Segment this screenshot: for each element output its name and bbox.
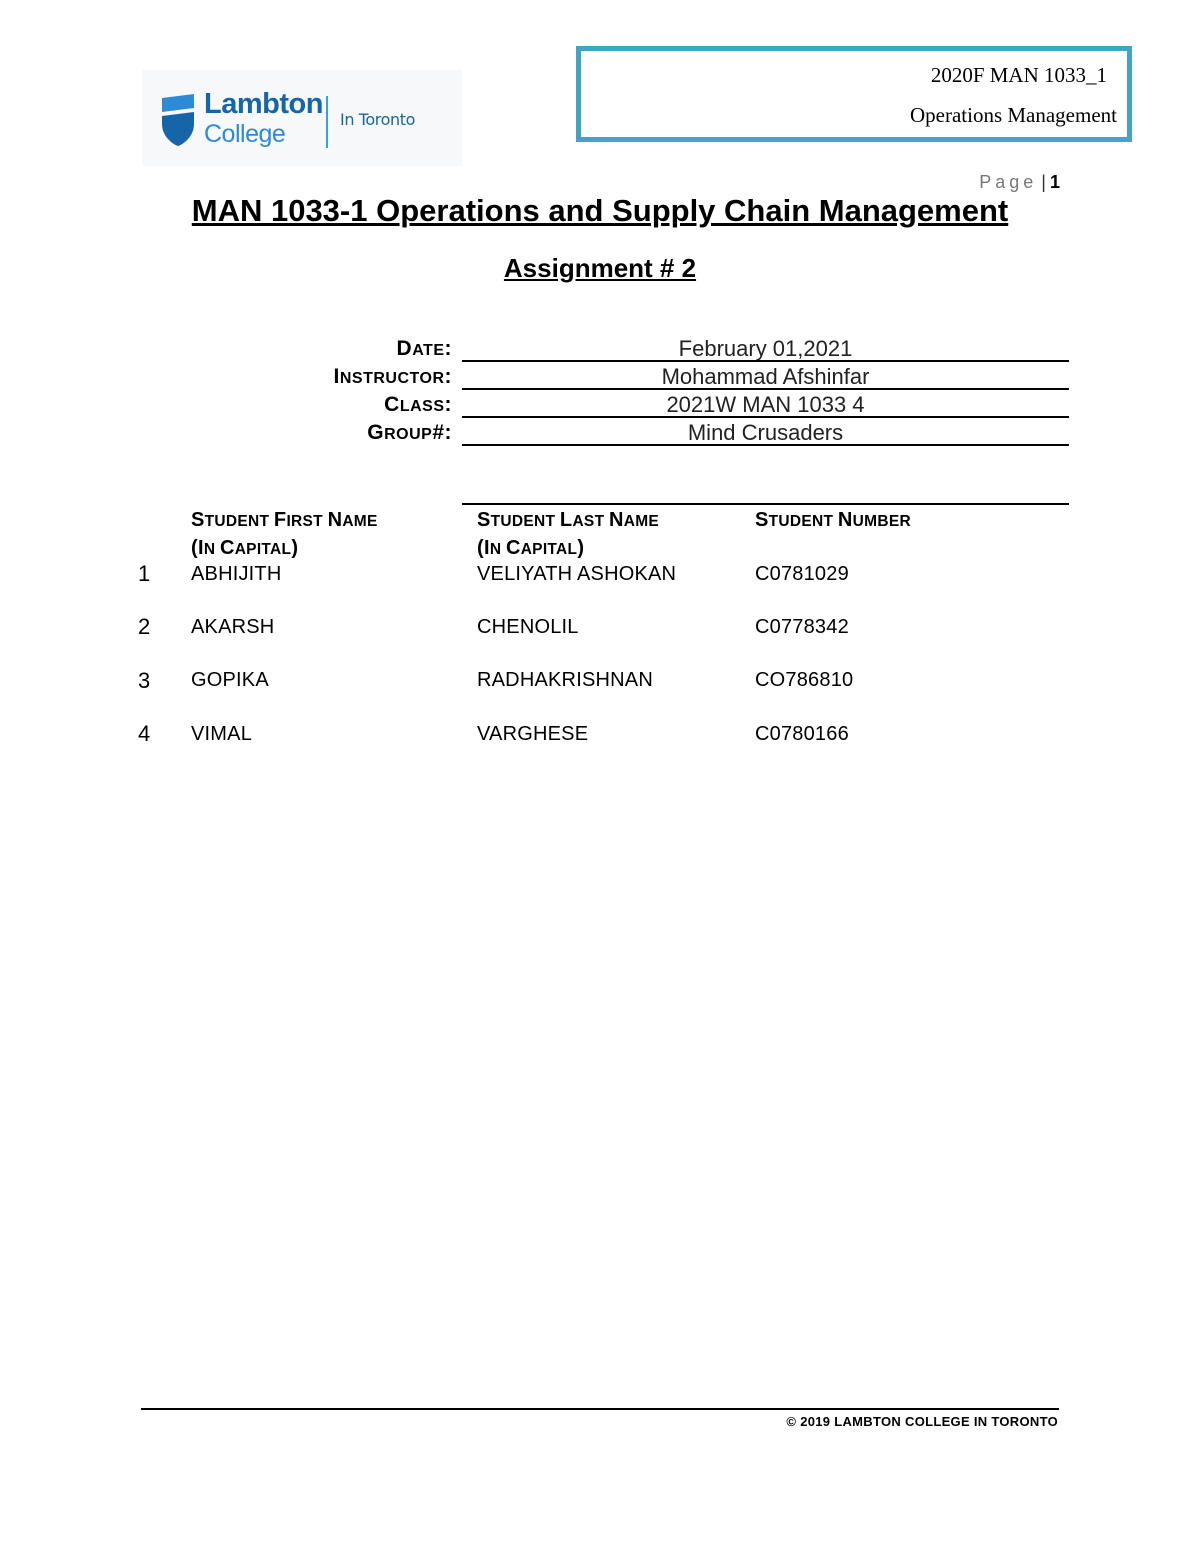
logo-divider xyxy=(326,96,328,148)
table-top-border xyxy=(462,503,1069,505)
course-header-box xyxy=(576,46,1132,142)
group-value: Mind Crusaders xyxy=(687,420,844,445)
first-name-cell: VIMAL xyxy=(191,723,253,745)
student-number-cell: C0778342 xyxy=(755,616,849,638)
logo-name-line1: Lambton xyxy=(204,88,323,120)
student-number-cell: C0781029 xyxy=(755,563,849,585)
shield-logo-icon xyxy=(160,94,196,146)
row-index: 1 xyxy=(138,561,151,586)
last-name-cell: VELIYATH ASHOKAN xyxy=(477,563,677,585)
header-last-name: STUDENT LAST NAME (IN CAPITAL) xyxy=(477,509,660,559)
logo-name-line2: College xyxy=(204,120,286,148)
last-name-cell: CHENOLIL xyxy=(477,616,579,638)
instructor-label: INSTRUCTOR: xyxy=(333,365,452,388)
class-value: 2021W MAN 1033 4 xyxy=(666,392,865,417)
class-label: CLASS: xyxy=(384,393,452,416)
student-number-cell: CO786810 xyxy=(755,669,854,691)
date-label: DATE: xyxy=(396,337,452,360)
first-name-cell: ABHIJITH xyxy=(191,563,282,585)
last-name-cell: RADHAKRISHNAN xyxy=(477,669,653,691)
logo-tagline: In Toronto xyxy=(340,110,416,129)
page-number xyxy=(979,172,1060,193)
header-first-name: STUDENT FIRST NAME (IN CAPITAL) xyxy=(191,509,378,559)
instructor-underline xyxy=(462,388,1069,390)
row-index: 4 xyxy=(138,721,151,746)
row-index: 2 xyxy=(138,614,151,639)
course-code: 2020F MAN 1033_1 xyxy=(930,63,1107,87)
date-underline xyxy=(462,360,1069,362)
first-name-cell: AKARSH xyxy=(191,616,275,638)
group-underline xyxy=(462,444,1069,446)
last-name-cell: VARGHESE xyxy=(477,723,589,745)
group-label: GROUP#: xyxy=(367,421,452,444)
row-index: 3 xyxy=(138,668,151,693)
assignment-title: Assignment # 2 xyxy=(503,253,697,283)
course-name: Operations Management xyxy=(909,103,1117,127)
page-separator: | xyxy=(1041,172,1046,192)
footer-copyright: © 2019 LAMBTON COLLEGE IN TORONTO xyxy=(786,1414,1058,1429)
instructor-value: Mohammad Afshinfar xyxy=(661,364,870,389)
first-name-cell: GOPIKA xyxy=(191,669,269,691)
college-logo xyxy=(142,70,462,166)
date-value: February 01,2021 xyxy=(678,336,853,361)
header-student-number: STUDENT NUMBER xyxy=(755,509,911,531)
document-title: MAN 1033-1 Operations and Supply Chain Management xyxy=(191,193,1009,228)
class-underline xyxy=(462,416,1069,418)
page-number-value: 1 xyxy=(1049,172,1060,192)
footer-rule xyxy=(141,1408,1059,1410)
page-word: Page xyxy=(979,172,1038,192)
student-number-cell: C0780166 xyxy=(755,723,849,745)
